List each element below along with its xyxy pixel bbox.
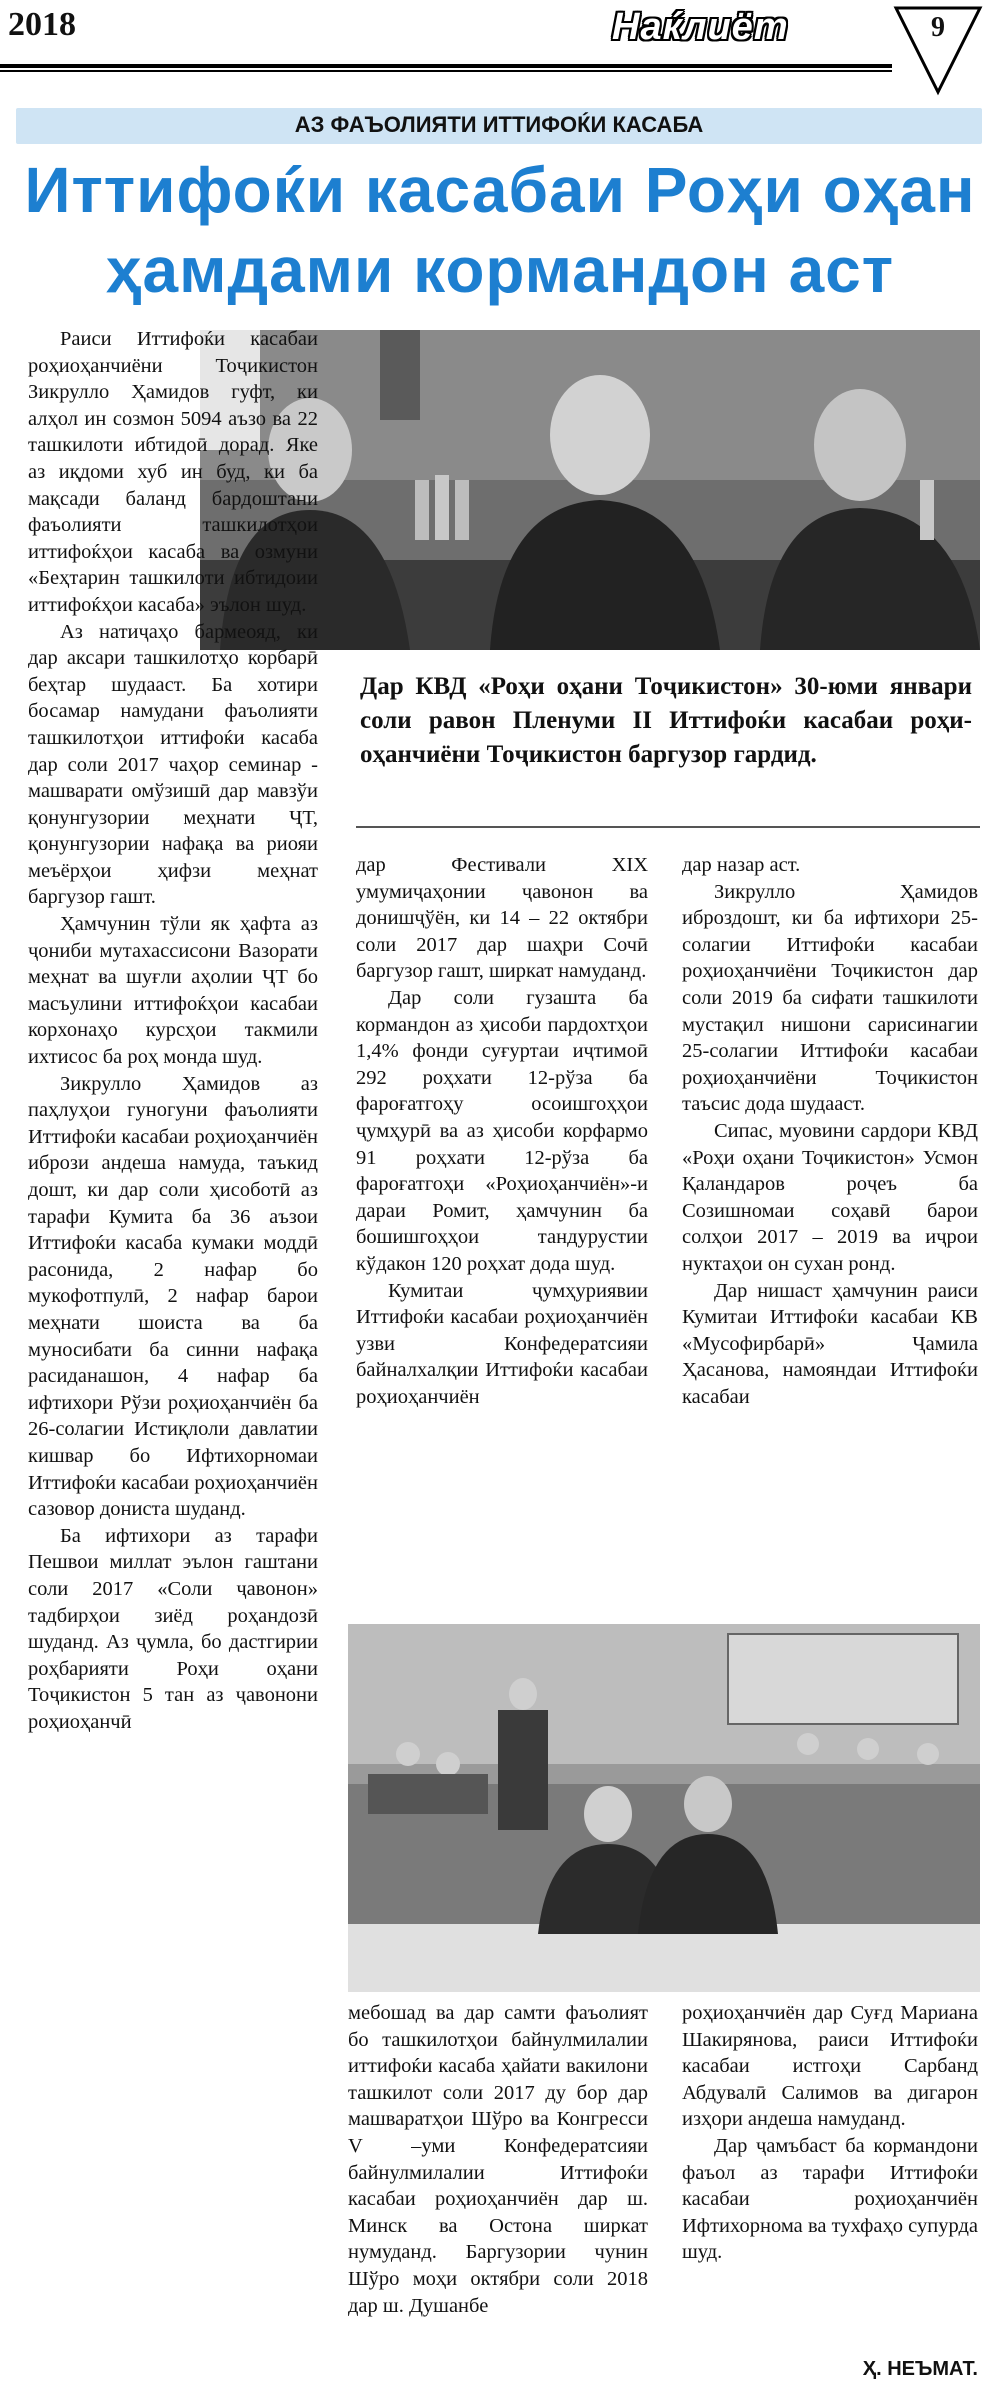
article-headline: Иттифоќи касабаи Роҳи оҳан ҳамдами кормандон аст	[24, 154, 976, 306]
article-lead: Дар КВД «Роҳи оҳани Тоҷикистон» 30-юми январи соли равон Пленуми II Иттифоќи касабаи роҳи-оҳанчиёни Тоҷикистон баргузор гардид.	[360, 673, 972, 768]
paragraph: Дар нишаст ҳамчунин раиси Кумитаи Иттифоќи касабаи КВ «Мусофирбарӣ» Ҷамила Ҳасанова, намояндаи Иттифоќи касабаи	[682, 1279, 978, 1408]
article-column-3-continued	[682, 2000, 978, 2266]
header-rule-thin	[0, 70, 892, 72]
paragraph: Дар соли гузашта ба кормандон аз ҳисоби пардохтҳои 1,4% фонди суғуртаи иҷтимоӣ 292 роҳхати 12-рўза ба фароғатгоҳу осоишгоҳҳои ҷумҳурӣ ва аз ҳисоби корфармо 91 роҳхати 12-рўза ба фароғатгоҳи «Роҳиоҳанчиён»-и дараи Ромит, ҳамчунин ба бошишгоҳҳои тандурустии кўдакон 120 роҳхат дода шуд.	[356, 986, 648, 1275]
meeting-hall-photo	[348, 1624, 980, 1992]
section-title: АЗ ФАЪОЛИЯТИ ИТТИФОЌИ КАСАБА	[294, 112, 704, 137]
paragraph: Дар ҷамъбаст ба кормандони фаъол аз тарафи Иттифоќи касабаи роҳиоҳанчиён Ифтихорнома ва тухфаҳо супурда шуд.	[682, 2134, 978, 2264]
newspaper-logo: Наќлиёт	[612, 6, 789, 48]
paragraph: Кумитаи ҷумҳуриявии Иттифоќи касабаи роҳиоҳанчиён узви Конфедератсияи байналхалқии Иттифоќи касабаи роҳиоҳанчиён	[356, 1279, 648, 1408]
paragraph: дар Фестивали XIX умумиҷаҳонии ҷавонон ва донишҷўён, ки 14 – 22 октябри соли 2017 дар шаҳри Сочӣ баргузор гашт, ширкат намуданд.	[356, 854, 648, 983]
article-column-2-continued	[348, 2000, 648, 2319]
paragraph: Сипас, муовини сардори КВД «Роҳи оҳани Тоҷикистон» Усмон Қаландаров роҷеъ ба Созишномаи соҳавӣ барои солҳои 2017 – 2019 ва иҷрои нуктаҳои он сухан ронд.	[682, 1119, 978, 1275]
paragraph: Ба ифтихори аз тарафи Пешвои миллат эълон гаштани соли 2017 «Соли ҷавонон» тадбирҳои зиёд роҳандозӣ шуданд. Аз ҷумла, бо дастгирии роҳбарияти Роҳи оҳани Тоҷикистон 5 тан аз ҷавонони роҳиоҳанчӣ	[28, 1524, 318, 1733]
paragraph: дар назар аст.	[682, 854, 801, 876]
paragraph: Зикрулло Ҳамидов аз паҳлуҳои гуногуни фаъолияти Иттифоќи касабаи роҳиоҳанчиён ибрози андеша намуда, таъкид дошт, ки дар соли ҳисоботӣ аз тарафи Кумита ба 36 аъзои Иттифоќи касаба кумаки моддӣ расонида, 2 нафар бо мукофотпулӣ, 2 нафар барои меҳнати шоиста ва ба муносибати ба синни нафақа расиданашон, 4 нафар ба ифтихори Рўзи роҳиоҳанчиён ба 26-солагии Истиқлоли давлатии кишвар бо Ифтихорномаи Иттифоќи касабаи роҳиоҳанчиён сазовор дониста шуданд.	[28, 1072, 318, 1521]
paragraph: роҳиоҳанчиён дар Суғд Мариана Шакирянова, раиси Иттифоќи касабаи истгоҳи Сарбанд Абдувалӣ Салимов ва дигарон изҳори андеша намуданд.	[682, 2002, 978, 2131]
paragraph: Аз натиҷаҳо бармеояд, ки дар аксари ташкилотҳо корбарӣ беҳтар шудааст. Ба хотири босамар намудани фаъолияти ташкилотҳои иттифоќи касаба дар соли 2017 чаҳор семинар - машварати омўзишӣ дар мавзўи қонунгузории меҳнати ҶТ, қонунгузории нафақа ва риояи меъёрҳои ҳифзи меҳнат баргузор гашт.	[28, 620, 318, 909]
header-rule	[0, 64, 892, 68]
issue-year: 2018	[8, 6, 76, 43]
lead-divider	[356, 826, 980, 828]
paragraph: Раиси Иттифоќи касабаи роҳиоҳанчиёни Тоҷикистон Зикрулло Ҳамидов гуфт, ки алҳол ин созмон 5094 аъзо ва 22 ташкилоти ибтидоӣ дорад. Яке аз иқдоми хуб ин буд, ки ба мақсади баланд бардоштани фаъолияти ташкилотҳои иттифоќҳои касаба ва озмуни «Беҳтарин ташкилоти ибтидоии иттифоќҳои касаба» эълон шуд.	[28, 328, 318, 616]
article-column-2	[356, 852, 648, 1410]
article-column-3	[682, 852, 978, 1410]
author-signature: Ҳ. НЕЪМАТ.	[862, 2358, 978, 2380]
paragraph: мебошад ва дар самти фаъолият бо ташкилотҳои байнулмилалии иттифоќи касаба ҳайати вакилони ташкилот соли 2017 ду бор дар машваратҳои Шўро ва Конгресси V –уми Конфедератсияи байнулмилалии Иттифоќи касабаи роҳиоҳанчиён дар ш. Минск ва Остона ширкат нумуданд. Баргузории чунин Шўро моҳи октябри соли 2018 дар ш. Душанбе	[348, 2002, 648, 2317]
page-number: 9	[931, 12, 945, 43]
paragraph: Ҳамчунин тўли як ҳафта аз ҷониби мутахассисони Вазорати меҳнат ва шуғли аҳолии ҶТ бо масъулини иттифоќҳои касабаи корхонаҳо курсҳои такмили ихтисос ба роҳ монда шуд.	[28, 913, 318, 1069]
article-column-1	[28, 326, 318, 1735]
paragraph: Зикрулло Ҳамидов иброздошт, ки ба ифтихори 25-солагии Иттифоќи касабаи роҳиоҳанчиёни Тоҷикистон дар соли 2019 ба сифати ташкилоти мустақил нишони сарисинагии 25-солагии Иттифоќи касабаи роҳиоҳанчиёни Тоҷикистон таъсис дода шудааст.	[682, 880, 978, 1116]
